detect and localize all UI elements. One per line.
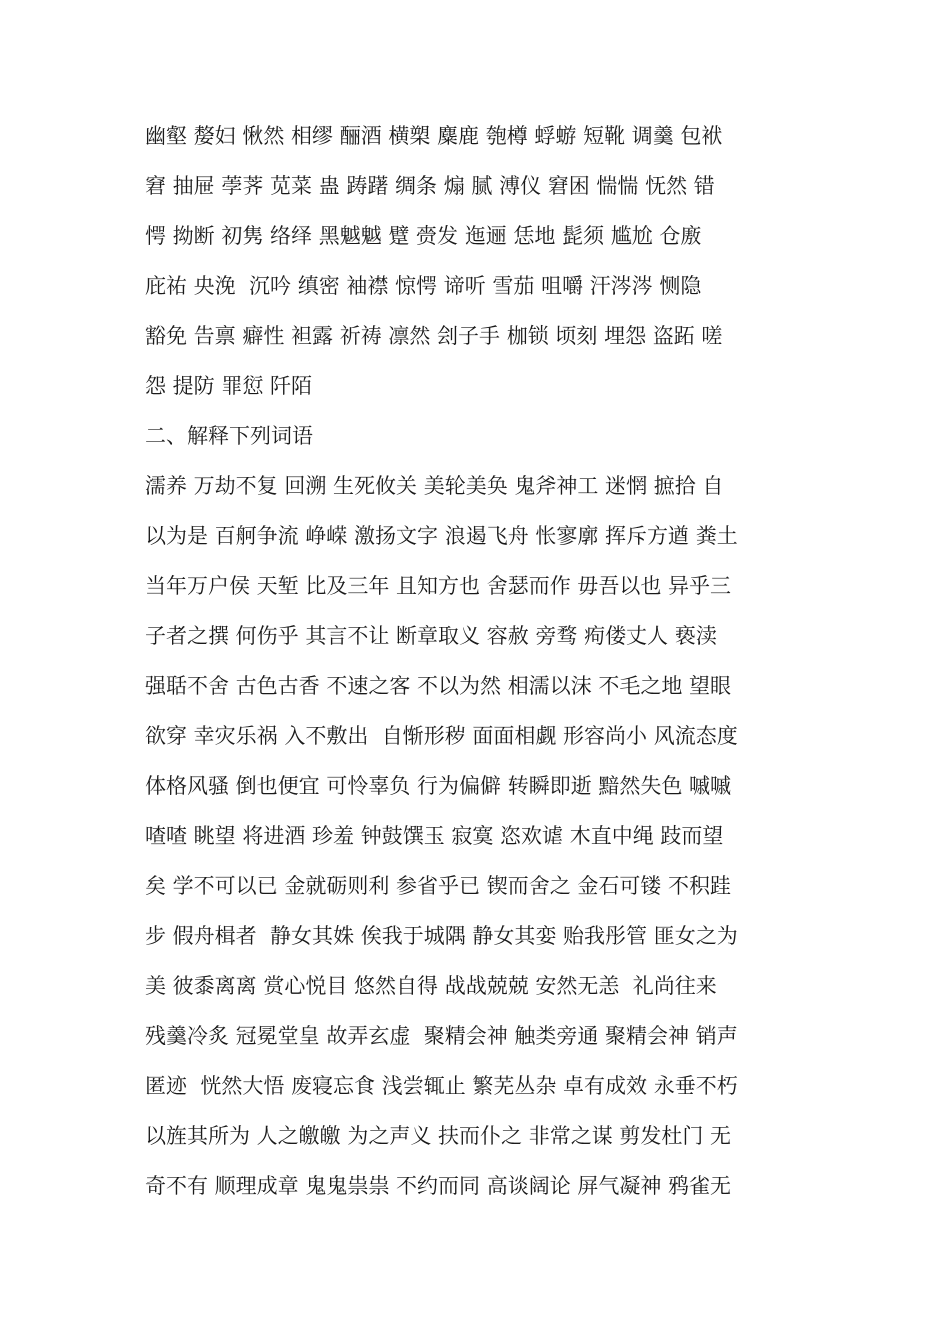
text-line: 幽壑 嫠妇 愀然 相缪 酾酒 横槊 麋鹿 匏樽 蜉蝣 短靴 调羹 包袱 (145, 124, 723, 148)
text-line: 愕 拗断 初隽 络绎 黑魆魆 躄 赍发 迤逦 恁地 髭须 尴尬 仓廒 (145, 224, 702, 248)
text-line: 矣 学不可以已 金就砺则利 参省乎已 锲而舍之 金石可镂 不积跬 (145, 874, 732, 898)
text-line: 步 假舟楫者 静女其姝 俟我于城隅 静女其娈 贻我彤管 匪女之为 (145, 924, 738, 948)
text-line: 残羹冷炙 冠冕堂皇 故弄玄虚 聚精会神 触类旁通 聚精会神 销声 (145, 1024, 738, 1048)
text-line: 庇祐 央浼 沉吟 缜密 袖襟 惊愕 谛听 雪茄 咀嚼 汗涔涔 恻隐 (145, 274, 702, 298)
text-line: 濡养 万劫不复 回溯 生死攸关 美轮美奂 鬼斧神工 迷惘 摭拾 自 (145, 474, 724, 498)
text-line: 美 彼黍离离 赏心悦目 悠然自得 战战兢兢 安然无恙 礼尚往来 (145, 974, 717, 998)
document-body (145, 118, 815, 1218)
text-line: 以旌其所为 人之皦皦 为之声义 扶而仆之 非常之谋 剪发杜门 无 (145, 1124, 732, 1148)
text-line: 窘 抽屉 荸荠 苋菜 蛊 踌躇 绸条 煽 腻 溥仪 窘困 惴惴 怃然 错 (145, 174, 715, 198)
text-line: 奇不有 顺理成章 鬼鬼祟祟 不约而同 高谈阔论 屏气凝神 鸦雀无 (145, 1174, 732, 1198)
text-line: 欲穿 幸灾乐祸 入不敷出 自惭形秽 面面相觑 形容尚小 风流态度 (145, 724, 738, 748)
text-line: 以为是 百舸争流 峥嵘 激扬文字 浪遏飞舟 怅寥廓 挥斥方遒 粪土 (145, 524, 738, 548)
text-line: 喳喳 眺望 将进酒 珍羞 钟鼓馔玉 寂寞 恣欢谑 木直中绳 跂而望 (145, 824, 724, 848)
text-line: 匿迹 恍然大悟 废寝忘食 浅尝辄止 繁芜丛杂 卓有成效 永垂不朽 (145, 1074, 738, 1098)
text-line: 当年万户侯 天堑 比及三年 且知方也 舍瑟而作 毋吾以也 异乎三 (145, 574, 732, 598)
text-line: 子者之撰 何伤乎 其言不让 断章取义 容赦 旁骛 痀偻丈人 亵渎 (145, 624, 717, 648)
section-heading: 二、解释下列词语 (145, 424, 313, 448)
text-line: 豁免 告禀 癖性 袒露 祈祷 凛然 刽子手 枷锁 顷刻 埋怨 盗跖 嗟 (145, 324, 723, 348)
text-line: 体格风骚 倒也便宜 可怜辜负 行为偏僻 转瞬即逝 黯然失色 嘁嘁 (145, 774, 732, 798)
text-line: 怨 提防 罪愆 阡陌 (145, 374, 313, 398)
text-line: 强聒不舍 古色古香 不速之客 不以为然 相濡以沫 不毛之地 望眼 (145, 674, 732, 698)
